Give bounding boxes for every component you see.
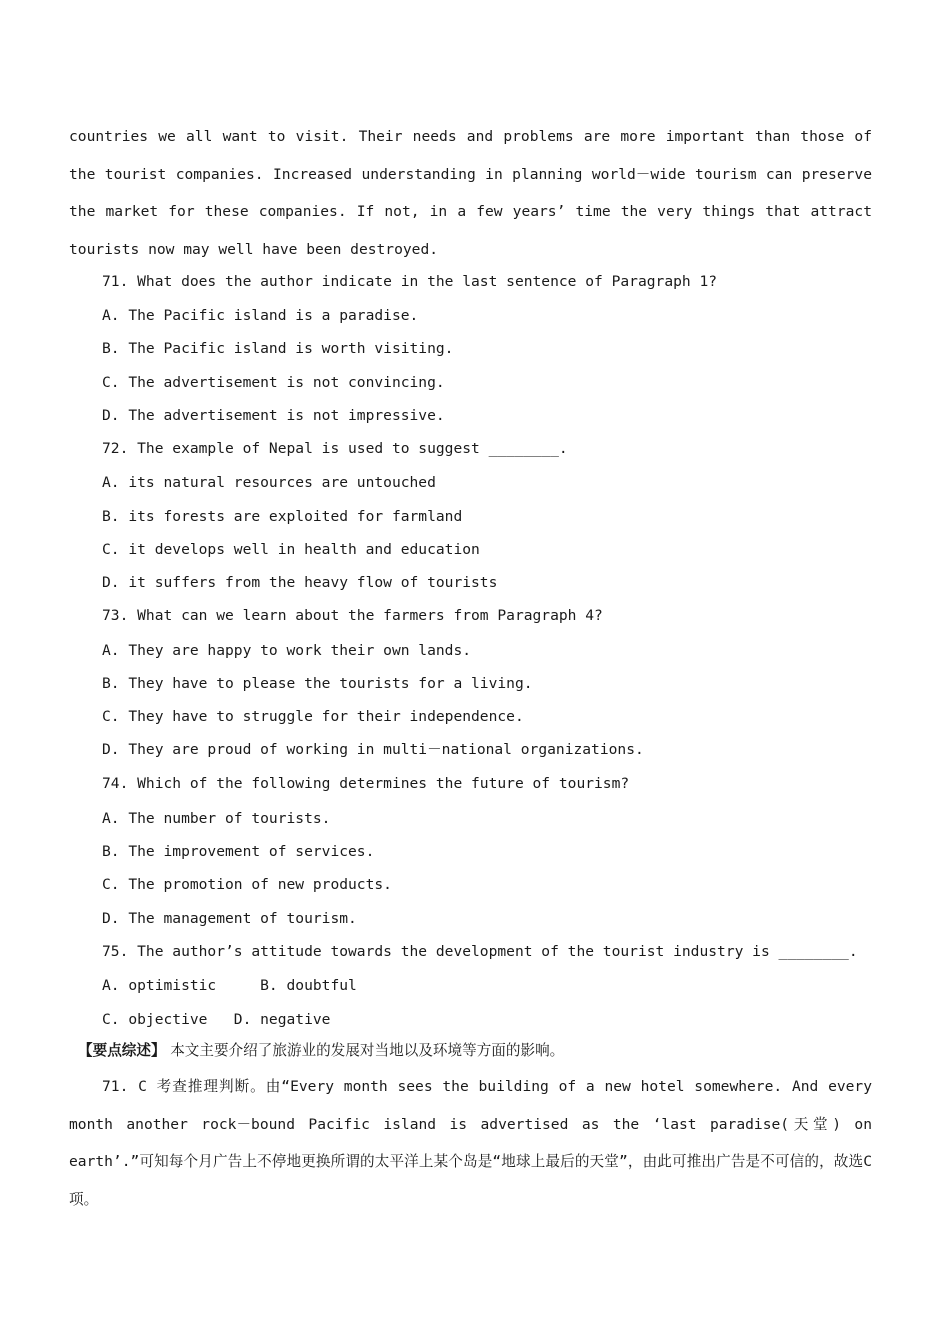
summary-text: 本文主要介绍了旅游业的发展对当地以及环境等方面的影响。 (165, 1042, 565, 1059)
question-73-option-d: D. They are proud of working in multi－national organizations. (102, 741, 644, 758)
question-74-option-b: B. The improvement of services. (102, 843, 375, 860)
question-73-stem: 73. What can we learn about the farmers from Paragraph 4? (102, 607, 603, 624)
summary-line (78, 1040, 564, 1062)
question-71-option-d: D. The advertisement is not impressive. (102, 407, 445, 424)
question-71-stem: 71. What does the author indicate in the last sentence of Paragraph 1? (102, 273, 718, 290)
question-72-option-c: C. it develops well in health and education (102, 541, 480, 558)
question-74-option-a: A. The number of tourists. (102, 810, 331, 827)
question-74-option-c: C. The promotion of new products. (102, 876, 392, 893)
question-73-option-a: A. They are happy to work their own lands. (102, 642, 472, 659)
question-71-option-b: B. The Pacific island is worth visiting. (102, 340, 454, 357)
question-75-options-ab: A. optimistic B. doubtful (102, 977, 357, 994)
question-72-option-d: D. it suffers from the heavy flow of tourists (102, 574, 498, 591)
question-75-options-cd: C. objective D. negative (102, 1011, 331, 1028)
question-71-option-c: C. The advertisement is not convincing. (102, 374, 445, 391)
question-73-option-b: B. They have to please the tourists for a living. (102, 675, 533, 692)
question-72-stem: 72. The example of Nepal is used to suggest ________. (102, 440, 568, 457)
question-72-option-b: B. its forests are exploited for farmland (102, 508, 463, 525)
question-72-option-a: A. its natural resources are untouched (102, 474, 436, 491)
question-74-stem: 74. Which of the following determines the future of tourism? (102, 775, 630, 792)
passage-paragraph: countries we all want to visit. Their needs and problems are more important than those of the tourist companies. Increased understanding in planning world－wide tourism can preserve the market for these companies. If not, in a few years’ time the very things that attract tourists now may well have been destroyed. (69, 128, 872, 258)
summary-label: 【要点综述】 (78, 1042, 166, 1059)
question-75-stem: 75. The author’s attitude towards the development of the tourist industry is ________. (102, 943, 858, 960)
question-74-option-d: D. The management of tourism. (102, 910, 357, 927)
question-73-option-c: C. They have to struggle for their independence. (102, 708, 524, 725)
answer-explanation-71: 71. C 考查推理判断。由“Every month sees the building of a new hotel somewhere. And every month another rock－bound Pacific island is advertised as the ‘last paradise(天堂) on earth’.”可知每个月广告上不停地更换所谓的太平洋上某个岛是“地球上最后的天堂”，由此可推出广告是不可信的，故选C项。 (69, 1078, 872, 1208)
question-71-option-a: A. The Pacific island is a paradise. (102, 307, 419, 324)
